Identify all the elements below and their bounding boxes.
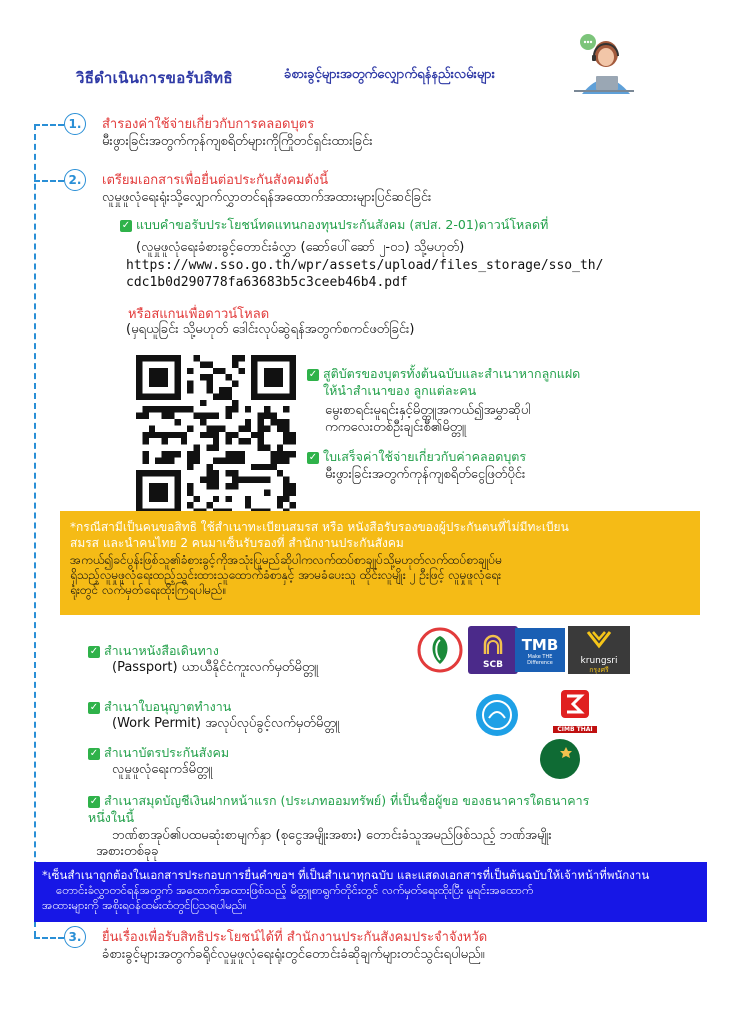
bankbook-item — [88, 792, 589, 826]
check-icon: ✓ — [89, 702, 99, 713]
kbank-logo-icon — [416, 626, 464, 674]
bankbook-desc-2: အစားတစ်ခုခု — [96, 844, 159, 859]
birth-cert-item — [307, 365, 580, 399]
doc-ssocard-label: สำเนาบัตรประกันสังคม — [104, 745, 230, 760]
step2-subtitle: လူမှုဖူလုံရေးရုံးသို့လျှောက်လွှာတင်ရန်အထောက်အထားများပြင်ဆင်ခြင်း — [102, 190, 432, 205]
bankbook-title-2: หนึ่งในนี้ — [88, 810, 135, 825]
islamic-bank-logo-icon — [538, 737, 582, 781]
step2-number: 2. — [64, 169, 86, 191]
spouse-note-th-2: สมรส และนำคนไทย 2 คนมาเซ็นรับรองที่ สำนักงานประกันสังคม — [70, 536, 404, 550]
doc-workpermit-title — [88, 697, 231, 717]
steps-connector-line — [34, 124, 36, 937]
krungsri-label: krungsri — [580, 656, 618, 666]
scb-label: SCB — [483, 660, 503, 670]
krungsri-thai-label: กรุงศรี — [589, 666, 609, 674]
spouse-note-mm-1: အကယ်၍ခင်ပွန်းဖြစ်သူ၏ခံစားခွင့်ကိုအသုံးပြုမည်ဆိုပါကလက်ထပ်စာချုပ်သို့မဟုတ်လက်ထပ်စာချုပ်မ — [70, 553, 503, 567]
doc-passport-title — [88, 641, 219, 661]
page-title-burmese: ခံစားခွင့်များအတွက်လျှောက်ရန်နည်းလမ်းများ — [284, 67, 495, 82]
tmb-sub-label: Make THE Difference — [527, 654, 553, 666]
form-item-label: แบบคำขอรับประโยชน์ทดแทนกองทุนประกันสังคม (สปส. 2-01)ดาวน์โหลดที่ — [136, 217, 549, 232]
check-icon: ✓ — [308, 369, 318, 380]
spouse-note-mm-2: ရှိသည့်လူမှုဖူလုံရေးထည့်သွင်းထားသူထောက်ခံစာနှင့် အာမခံပေးသူ ထိုင်းလူမျိုး ၂ ဦးဖြင့် လူမှုဖူလုံရေး — [70, 568, 502, 582]
step1-title: สำรองค่าใช้จ่ายเกี่ยวกับการคลอดบุตร — [102, 117, 315, 132]
qr-code-icon[interactable] — [136, 355, 296, 515]
step3-title: ยื่นเรื่องเพื่อรับสิทธิประโยชน์ได้ที่ สำนักงานประกันสังคมประจำจังหวัด — [102, 930, 488, 945]
ktb-logo-icon — [474, 692, 520, 738]
bankbook-desc — [96, 828, 552, 860]
signature-note-mm-1: တောင်းခံလွှာတင်ရန်အတွက် အထောက်အထားဖြစ်သည့် မိတ္တူစာရွက်တိုင်းတွင် လက်မှတ်ရေးထိုးပြီး မူရင်းအထောက် — [56, 883, 534, 897]
check-icon: ✓ — [308, 452, 318, 463]
tmb-logo-icon — [515, 628, 565, 672]
krungsri-logo-icon — [568, 626, 630, 674]
url-line-2[interactable]: cdc1b0d290778fa63683b5c3ceeb46b4.pdf — [126, 275, 408, 290]
url-line-1[interactable]: https://www.sso.go.th/wpr/assets/upload/files_storage/sso_th/ — [126, 258, 604, 273]
scan-label: หรือสแกนเพื่อดาวน์โหลด — [128, 307, 270, 322]
form-item — [120, 215, 548, 235]
step1-number: 1. — [64, 113, 86, 135]
page-title-thai: วิธีดำเนินการขอรับสิทธิ — [76, 69, 233, 87]
form-desc: (လူမှုဖူလုံရေးခံစားခွင့်တောင်းခံလွှာ (ဆော်ပေါ်ဆော် ၂-၀၁) သို့မဟုတ်) — [136, 240, 465, 255]
check-icon: ✓ — [89, 646, 99, 657]
birth-cert-desc-2: ကကလေးတစ်ဦးချင်းစီ၏မိတ္တူ — [325, 420, 467, 435]
doc-workpermit-desc: (Work Permit) အလုပ်လုပ်ခွင့်လက်မှတ်မိတ္တူ — [112, 716, 340, 731]
check-icon: ✓ — [89, 748, 99, 759]
step3-subtitle: ခံစားခွင့်များအတွက်ခရိုင်လူမှုဖူလုံရေးရုံးတွင်တောင်းခံဆိုချက်များတင်သွင်းရပါမည်။ — [102, 947, 485, 962]
form-download-link[interactable] — [126, 257, 603, 291]
birth-cert-title-1: สูติบัตรของบุตรทั้งต้นฉบับและสำเนาหากลูกแฝด — [323, 366, 581, 381]
support-agent-icon — [572, 28, 636, 94]
step1-connector — [34, 124, 64, 126]
signature-note-th: *เซ็นสำเนาถูกต้องในเอกสารประกอบการยื่นคำขอฯ ที่เป็นสำเนาทุกฉบับ และแสดงเอกสารที่เป็นต้นฉบับให้เจ้าหน้าที่พนักงาน — [42, 868, 650, 882]
signature-note-box — [34, 862, 707, 922]
signature-note-mm-2: အထားများကို အစိုးရဝန်ထမ်းထံတွင်ပြသရပါမည်။ — [42, 898, 247, 912]
receipt-item — [307, 447, 526, 467]
spouse-note-box — [60, 511, 700, 615]
receipt-desc: မီးဖွားခြင်းအတွက်ကုန်ကျစရိတ်ငွေဖြတ်ပိုင်း — [325, 467, 526, 482]
check-icon: ✓ — [121, 220, 131, 231]
scan-desc: (မှရယူခြင်း သို့မဟုတ် ဒေါင်းလုပ်ဆွဲရန်အတွက်စကင်ဖတ်ခြင်း) — [126, 322, 415, 337]
doc-passport-label: สำเนาหนังสือเดินทาง — [104, 643, 219, 658]
bankbook-title-1: สำเนาสมุดบัญชีเงินฝากหน้าแรก (ประเภทออมทรัพย์) ที่เป็นชื่อผู้ขอ ของธนาคารใดธนาคาร — [104, 793, 590, 808]
birth-cert-desc — [325, 402, 531, 436]
scb-logo-icon — [468, 626, 518, 674]
doc-ssocard-desc: လူမှုဖူလုံရေးကဒ်မိတ္တူ — [112, 762, 213, 777]
bankbook-desc-1: ဘဏ်စာအုပ်၏ပထမဆုံးစာမျက်နှာ (စုငွေအမျိုးအစား) တောင်းခံသူအမည်ဖြစ်သည့် ဘဏ်အမျိုး — [112, 828, 552, 843]
spouse-note-th-1: *กรณีสามีเป็นคนขอสิทธิ ใช้สำเนาทะเบียนสมรส หรือ หนังสือรับรองของผู้ประกันตนที่ไม่มีทะเบียน — [70, 520, 569, 534]
doc-passport-desc: (Passport) ယာယီနိုင်ငံကူးလက်မှတ်မိတ္တူ — [112, 660, 319, 675]
step2-connector — [34, 180, 64, 182]
step3-connector — [34, 937, 64, 939]
cimb-logo-icon — [553, 688, 597, 736]
step3-number: 3. — [64, 926, 86, 948]
step2-title: เตรียมเอกสารเพื่อยื่นต่อประกันสังคมดังนี้ — [102, 173, 329, 188]
tmb-label: TMB — [521, 636, 559, 654]
birth-cert-desc-1: မွေးစာရင်းမူရင်းနှင့်မိတ္တူအကယ်၍အမွှာဆိုပါ — [325, 403, 531, 418]
doc-ssocard-title — [88, 743, 229, 763]
check-icon: ✓ — [89, 796, 99, 807]
doc-workpermit-label: สำเนาใบอนุญาตทำงาน — [104, 699, 232, 714]
step1-subtitle: မီးဖွားခြင်းအတွက်ကုန်ကျစရိတ်များကိုကြိုတင်ရှင်းထားခြင်း — [102, 134, 373, 149]
birth-cert-title-2: ให้นำสำเนาของ ลูกแต่ละคน — [323, 383, 477, 398]
spouse-note-mm-3: ရုံးတွင် လက်မှတ်ရေးထိုးကြရပါမည်။ — [70, 583, 227, 597]
cimb-label: CIMB THAI — [553, 726, 597, 733]
receipt-title: ใบเสร็จค่าใช้จ่ายเกี่ยวกับค่าคลอดบุตร — [323, 449, 527, 464]
